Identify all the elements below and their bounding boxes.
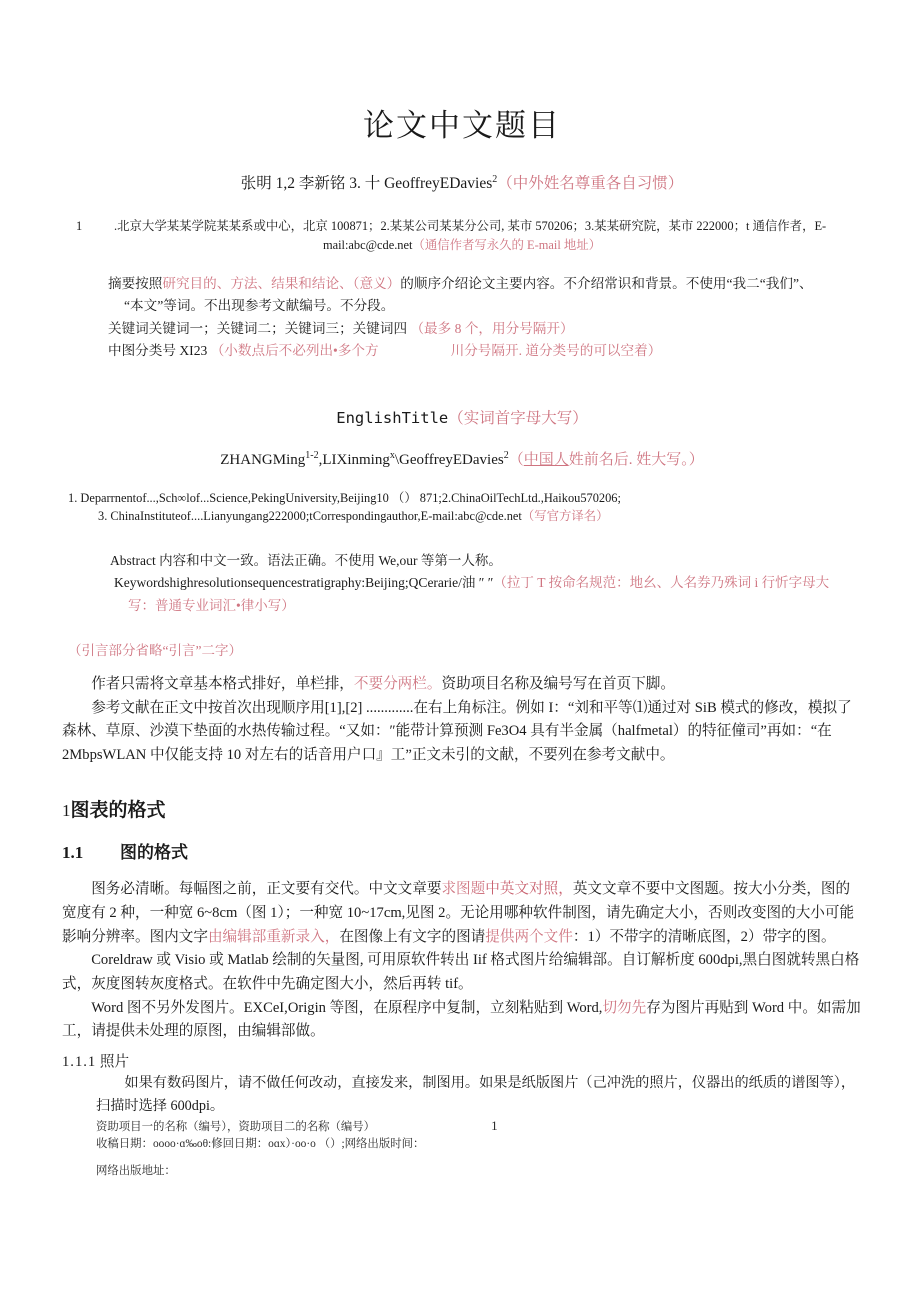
english-author-annotation-rest: 姓前名后. 姓大写。） <box>568 451 704 468</box>
s11-p1-red4: 提供两个文件 <box>485 928 573 945</box>
body-text-block <box>62 673 862 768</box>
intro-note: （引言部分省略“引言”二字） <box>68 642 242 658</box>
english-author-sup-c: 2 <box>503 449 509 461</box>
section-heading-1-1-1 <box>62 1052 862 1072</box>
abstract-paragraph <box>108 273 826 317</box>
s11-p1-red2: 中英文对照， <box>485 881 573 898</box>
english-keywords-annotation-a: （拉丁 T 按命名规范：地幺、人名券乃殊词 i 行忻字母大 <box>493 575 830 591</box>
abstract-continuation: “本文”等词。不出现参考文献编号。不分段。 <box>124 298 395 314</box>
clc-line <box>108 340 826 362</box>
section-1-1-paragraph-3 <box>62 997 862 1044</box>
english-title-line <box>62 406 862 428</box>
english-affiliation-annotation: （写官方译名） <box>521 509 609 524</box>
affiliation-line <box>62 217 862 255</box>
section-1-1-number: 1.1 <box>62 843 84 863</box>
english-author-b: ,LIXinming <box>318 451 390 468</box>
footer-page-number: 1 <box>491 1118 498 1133</box>
english-author-line <box>62 448 862 469</box>
s11-p3-b: 存为图片再贴到 Word 中。如需加工，请提供未处理的原图，由编辑部做。 <box>62 999 861 1040</box>
abstract-rest: 的顺序介绍论文主要内容。不介绍常识和背景。不使用“我二“我们”、 <box>400 276 813 292</box>
clc-annotation-b: 川分号隔开. 道分类号的可以空着） <box>450 342 662 358</box>
page-title: 论文中文题目 <box>363 108 561 144</box>
keywords-label: 关键词关键词一；关键词二；关键词三；关键词四 <box>108 320 408 336</box>
english-author-c: \GeoffreyEDavies <box>394 451 504 468</box>
affiliation-number: 1 <box>76 219 83 234</box>
english-abstract-line: Abstract 内容和中文一致。语法正确。不使用 We,our 等第一人称。 <box>110 552 502 568</box>
english-title-annotation: （实词首字母大写） <box>448 409 588 427</box>
section-1-1-paragraph-2: Coreldraw 或 Visio 或 Matlab 绘制的矢量图, 可用原软件转出 Iif 格式图片给编辑部。自订解析度 600dpi,黑白图就转黑白格式，灰度图转灰度格式。在软件中先确定图大小，然后再转 tif。 <box>62 952 860 992</box>
s11-p1-a: 图务必清晰。每幅图之前，正文要有交代。中文文章要 <box>91 881 442 898</box>
clc-annotation-a: （小数点后不必列出•多个方 <box>210 342 379 358</box>
footer-funding-line <box>96 1116 856 1136</box>
author-names: 张明 1,2 李新铭 3. 十 GeoffreyEDavies <box>240 175 493 193</box>
english-affiliation-block <box>62 489 862 526</box>
abstract-highlight: 研究目的、方法、结果和结论、（意义） <box>162 276 401 292</box>
english-abstract-block <box>62 550 862 617</box>
english-title: EnglishTitle <box>336 408 449 427</box>
abstract-block <box>62 273 862 361</box>
keywords-line <box>108 318 826 340</box>
affiliation-text: .北京大学某某学院某某系或中心，北京 100871；2.某某公司某某分公司, 某市 570206；3.某某研究院，某市 222000；t 通信作者，E-mail:abc@cde.net <box>114 219 827 253</box>
english-keywords-annotation-b: 写：普通专业词汇•律小写） <box>128 597 295 613</box>
english-author-sup-a: 1-2 <box>305 449 319 461</box>
author-superscript: 2 <box>492 174 498 186</box>
english-keywords-text: Keywordshighresolutionsequencestratigraphy:Beijing;QCerarie/油 ″ ″ <box>114 575 494 591</box>
s11-p1-c: 在图像上有文字的图请 <box>339 928 486 945</box>
english-author-annotation-underlined: 中国人 <box>523 451 569 468</box>
english-keywords-line <box>110 572 832 617</box>
body-p1-red: 不要分两栏。 <box>353 675 442 692</box>
s11-p1-red1: 求图题 <box>441 881 486 898</box>
footer-url-line: 网络出版地址： <box>96 1165 176 1178</box>
english-author-sup-b: x <box>389 449 395 461</box>
body-paragraph-2: 参考文献在正文中按首次出现顺序用[1],[2] .............在右上角标注。例如 I：“刘和平等⑴通过对 SiB 模式的修改，模拟了森林、草原、沙漠下垫面的水热传输过程。“又如：″能带计算预测 Fe3O4 具有半金属（halfmetal）的特征僮司”再如：“在 2MbpsWLAN 中仅能支持 10 对左右的话音用户口』工”正文未引的文献，不要列在参考文献中。 <box>62 699 852 763</box>
section-1-number: 1 <box>62 800 71 820</box>
page-footer <box>96 1116 856 1180</box>
footer-dates-line: 收稿日期：oooo·ɑ‰oθ:修回日期：oɑx）·oo·o （）;网络出版时间： <box>96 1138 425 1151</box>
english-affiliation-line-2 <box>62 507 862 526</box>
abstract-lead: 摘要按照 <box>108 276 163 292</box>
section-1-1-1-paragraph: 如果有数码图片，请不做任何改动，直接发来，制图用。如果是纸版图片（己冲洗的照片，仪器出的纸质的谱图等），扫描时选择 600dpi。 <box>96 1075 856 1115</box>
s11-p1-b: 英文文章不要中文图题。按大小分类，图的宽度有 2 种，一种宽 6~8cm（图 1）；一种宽 10~17cm,见图 2。无论用哪种软件制图，请先确定大小，否则改变图的大小可能影响分辨率。图内文字 <box>62 881 855 945</box>
section-1-title: 图表的格式 <box>70 798 166 821</box>
document-content <box>62 0 862 1118</box>
section-1-1-body <box>62 878 862 1043</box>
english-affiliation-line-2-text: 3. ChinaInstituteof....Lianyungang222000;tCorrespondingauthor,E-mail:abc@cde.net <box>98 509 522 524</box>
section-heading-1-1 <box>62 842 862 864</box>
section-1-1-1-number: 1.1.1 <box>62 1053 97 1070</box>
keywords-annotation: （最多 8 个，用分号隔开） <box>410 320 574 336</box>
section-heading-1 <box>62 798 862 823</box>
s11-p1-red3: 由编辑部重新录入， <box>207 928 340 945</box>
s11-p3-a: Word 图不另外发图片。EXCeI,Origin 等图，在原程序中复制，立刻粘贴到 Word, <box>91 999 603 1016</box>
english-author-annotation: （中国人姓前名后. 姓大写。） <box>508 451 704 468</box>
section-1-1-1-title: 照片 <box>99 1053 130 1070</box>
footer-funding-text: 资助项目一的名称（编号），资助项目二的名称（编号） <box>96 1121 376 1133</box>
author-annotation: （中外姓名尊重各自习惯） <box>497 175 684 193</box>
section-1-1-title: 图的格式 <box>120 843 188 864</box>
clc-label: 中图分类号 XI23 <box>108 342 208 358</box>
author-line <box>62 173 862 195</box>
english-affiliation-line-1: 1. Deparrnentof...,Sch∞lof...Science,PekingUniversity,Beijing10 （） 871;2.ChinaOilTechLtd.,Haikou570206; <box>68 490 621 505</box>
section-1-1-paragraph-1 <box>62 878 862 949</box>
s11-p1-d: ：1）不带字的清晰底图，2）带字的图。 <box>572 928 836 945</box>
body-p1-a: 作者只需将文章基本格式排好，单栏排， <box>91 675 354 692</box>
body-paragraph-1 <box>62 673 862 697</box>
s11-p3-red: 切勿先 <box>602 999 647 1016</box>
english-author-a: ZHANGMing <box>220 451 306 468</box>
affiliation-annotation: （通信作者写永久的 E-mail 地址） <box>412 238 602 253</box>
body-p1-b: 资助项目名称及编号写在首页下脚。 <box>441 675 675 692</box>
